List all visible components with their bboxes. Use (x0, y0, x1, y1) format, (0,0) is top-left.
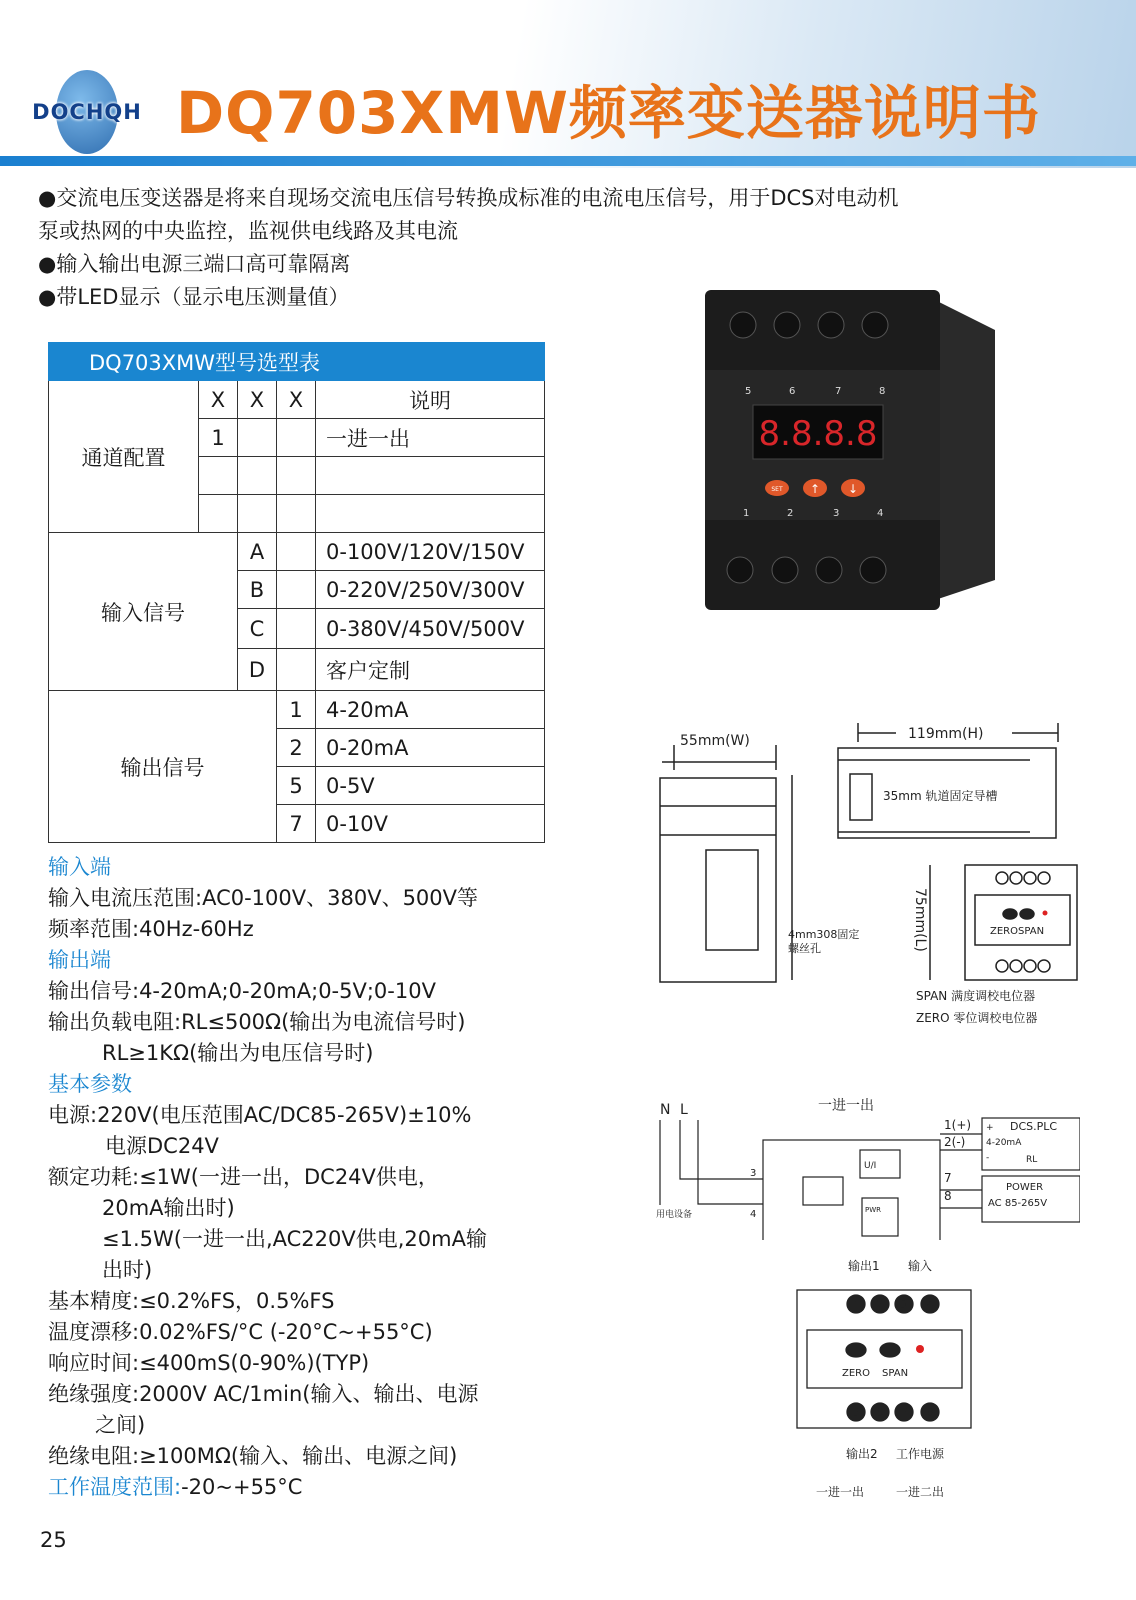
section-heading: 输出端 (48, 948, 111, 972)
minus: - (986, 1153, 990, 1163)
dcs-label: DCS.PLC (1010, 1120, 1058, 1133)
terminal-label: 6 (789, 386, 796, 397)
in-label: 输入 (908, 1259, 933, 1273)
spec-line: 电源DC24V (105, 1134, 219, 1158)
zero-label: ZERO (990, 926, 1018, 937)
screw-note: 螺丝孔 (788, 942, 821, 955)
rl-label: RL (1026, 1155, 1038, 1165)
p8: 8 (944, 1189, 952, 1203)
ac-label: AC 85-265V (988, 1198, 1048, 1209)
terminal-num: 3 (900, 1298, 908, 1311)
terminal-num: 8 (926, 1406, 934, 1419)
x-col: X (277, 381, 316, 419)
pwr-label: PWR (865, 1206, 882, 1214)
desc-header: 说明 (316, 381, 545, 419)
channel-desc: 一进一出 (316, 419, 545, 457)
page-number: 25 (40, 1528, 67, 1552)
x-col: X (199, 381, 238, 419)
intro-line: ●输入输出电源三端口高可靠隔离 (38, 252, 351, 276)
o2: 2(-) (944, 1135, 966, 1149)
input-desc: 0-220V/250V/300V (316, 571, 545, 609)
dimension-drawings (640, 700, 1080, 1030)
output-desc: 0-10V (316, 805, 545, 843)
spec-line: ≤1.5W(一进一出,AC220V供电,20mA输 (102, 1227, 487, 1251)
spec-line: 输出信号:4-20mA;0-20mA;0-5V;0-10V (48, 979, 436, 1003)
output-desc: 0-5V (316, 767, 545, 805)
spec-line: 绝缘强度:2000V AC/1min(输入、输出、电源 (48, 1382, 479, 1406)
product-photo (705, 280, 1005, 620)
terminal-label: 3 (833, 508, 840, 519)
output-code: 1 (277, 691, 316, 729)
output-desc: 4-20mA (316, 691, 545, 729)
terminal-label: 7 (835, 386, 842, 397)
spec-line: 出时) (102, 1258, 153, 1282)
temp-label: 工作温度范围: (48, 1475, 182, 1499)
terminal-num: 1 (852, 1298, 860, 1311)
span-note: SPAN 满度调校电位器 (916, 989, 1036, 1003)
spec-line: 电源:220V(电压范围AC/DC85-265V)±10% (48, 1103, 472, 1127)
zero-label: ZERO (842, 1368, 870, 1379)
intro-line: ●交流电压变送器是将来自现场交流电压信号转换成标准的电流电压信号，用于DCS对电动机 (38, 186, 899, 210)
span-label: SPAN (882, 1368, 909, 1379)
work-label: 工作电源 (896, 1447, 945, 1461)
plus: + (986, 1123, 994, 1133)
spec-line: 绝缘电阻:≥100MΩ(输入、输出、电源之间) (48, 1444, 458, 1468)
intro-line: 泵或热网的中央监控，监视供电线路及其电流 (38, 219, 458, 243)
terminal-layout (780, 1250, 1000, 1510)
output-code: 2 (277, 729, 316, 767)
n-label: N (660, 1102, 671, 1118)
l-label: L (680, 1102, 688, 1118)
o1: 1(+) (944, 1118, 972, 1132)
section-heading: 输入端 (48, 855, 111, 879)
width-dim: 55mm(W) (680, 733, 750, 749)
rail-note: 35mm 轨道固定导槽 (883, 789, 998, 803)
out1-label: 输出1 (848, 1259, 880, 1273)
down-arrow-icon: ↓ (847, 482, 859, 496)
terminal-label: 2 (787, 508, 794, 519)
caption-1in1out: 一进一出 (816, 1485, 865, 1499)
spec-line: 频率范围:40Hz-60Hz (48, 917, 254, 941)
terminal-num: 4 (926, 1298, 934, 1311)
header-band (0, 156, 1136, 166)
terminal-num: 7 (900, 1406, 908, 1419)
input-desc: 0-100V/120V/150V (316, 533, 545, 571)
spec-line: 额定功耗:≤1W(一进一出，DC24V供电， (48, 1165, 439, 1189)
out2-label: 输出2 (846, 1447, 878, 1461)
screw-note: 4mm308固定 (788, 928, 860, 941)
up-arrow-icon: ↑ (809, 482, 821, 496)
p7: 7 (944, 1171, 952, 1185)
spec-line: RL≥1KΩ(输出为电压信号时) (102, 1041, 374, 1065)
wiring-title: 一进一出 (818, 1098, 874, 1114)
spec-line: 输入电流压范围:AC0-100V、380V、500V等 (48, 886, 479, 910)
output-code: 7 (277, 805, 316, 843)
spec-line: 温度漂移:0.02%FS/°C (-20°C~+55°C) (48, 1320, 433, 1344)
logo-text: DOCHQH (32, 100, 142, 124)
terminal-num: 6 (876, 1406, 884, 1419)
terminal-label: 5 (745, 386, 752, 397)
header (0, 0, 1136, 168)
input-code: C (238, 609, 277, 649)
zero-note: ZERO 零位调校电位器 (916, 1011, 1038, 1025)
intro-line: ●带LED显示（显示电压测量值） (38, 285, 350, 309)
spec-line: 之间) (95, 1413, 146, 1437)
table-title: DQ703XMW型号选型表 (49, 343, 545, 381)
model-selection-table (48, 342, 545, 843)
output-code: 5 (277, 767, 316, 805)
terminal-label: 1 (743, 508, 750, 519)
input-code: D (238, 649, 277, 691)
section-heading: 基本参数 (48, 1072, 132, 1096)
spec-line: 20mA输出时) (102, 1196, 235, 1220)
input-code: A (238, 533, 277, 571)
ui-label: U/I (864, 1161, 877, 1171)
caption-1in2out: 一进二出 (896, 1485, 945, 1499)
t3: 3 (750, 1168, 757, 1179)
spec-line: 输出负载电阻:RL≤500Ω(输出为电流信号时) (48, 1010, 466, 1034)
input-desc: 客户定制 (316, 649, 545, 691)
output-desc: 0-20mA (316, 729, 545, 767)
ma-label: 4-20mA (986, 1138, 1022, 1148)
input-label: 输入信号 (49, 533, 238, 691)
t4: 4 (750, 1209, 757, 1220)
x-col: X (238, 381, 277, 419)
temp-value: -20~+55°C (181, 1475, 303, 1499)
channel-code: 1 (199, 419, 238, 457)
power-label: POWER (1006, 1182, 1044, 1193)
spec-line: 响应时间:≤400mS(0-90%)(TYP) (48, 1351, 370, 1375)
device-label: 用电设备 (656, 1210, 693, 1220)
terminal-label: 4 (877, 508, 884, 519)
set-label: SET (771, 486, 783, 493)
channel-label: 通道配置 (49, 381, 199, 533)
led-display: 8.8.8.8 (758, 414, 878, 454)
wiring-diagram (640, 1090, 1080, 1240)
input-desc: 0-380V/450V/500V (316, 609, 545, 649)
length-dim: 75mm(L) (912, 888, 928, 952)
output-label: 输出信号 (49, 691, 277, 843)
terminal-num: 5 (852, 1406, 860, 1419)
terminal-num: 2 (876, 1298, 884, 1311)
span-label: SPAN (1018, 926, 1045, 937)
terminal-label: 8 (879, 386, 886, 397)
height-dim: 119mm(H) (908, 726, 984, 742)
logo (22, 70, 152, 154)
page-title: DQ703XMW频率变送器说明书 (176, 79, 1041, 147)
input-code: B (238, 571, 277, 609)
spec-line: 基本精度:≤0.2%FS，0.5%FS (48, 1289, 335, 1313)
